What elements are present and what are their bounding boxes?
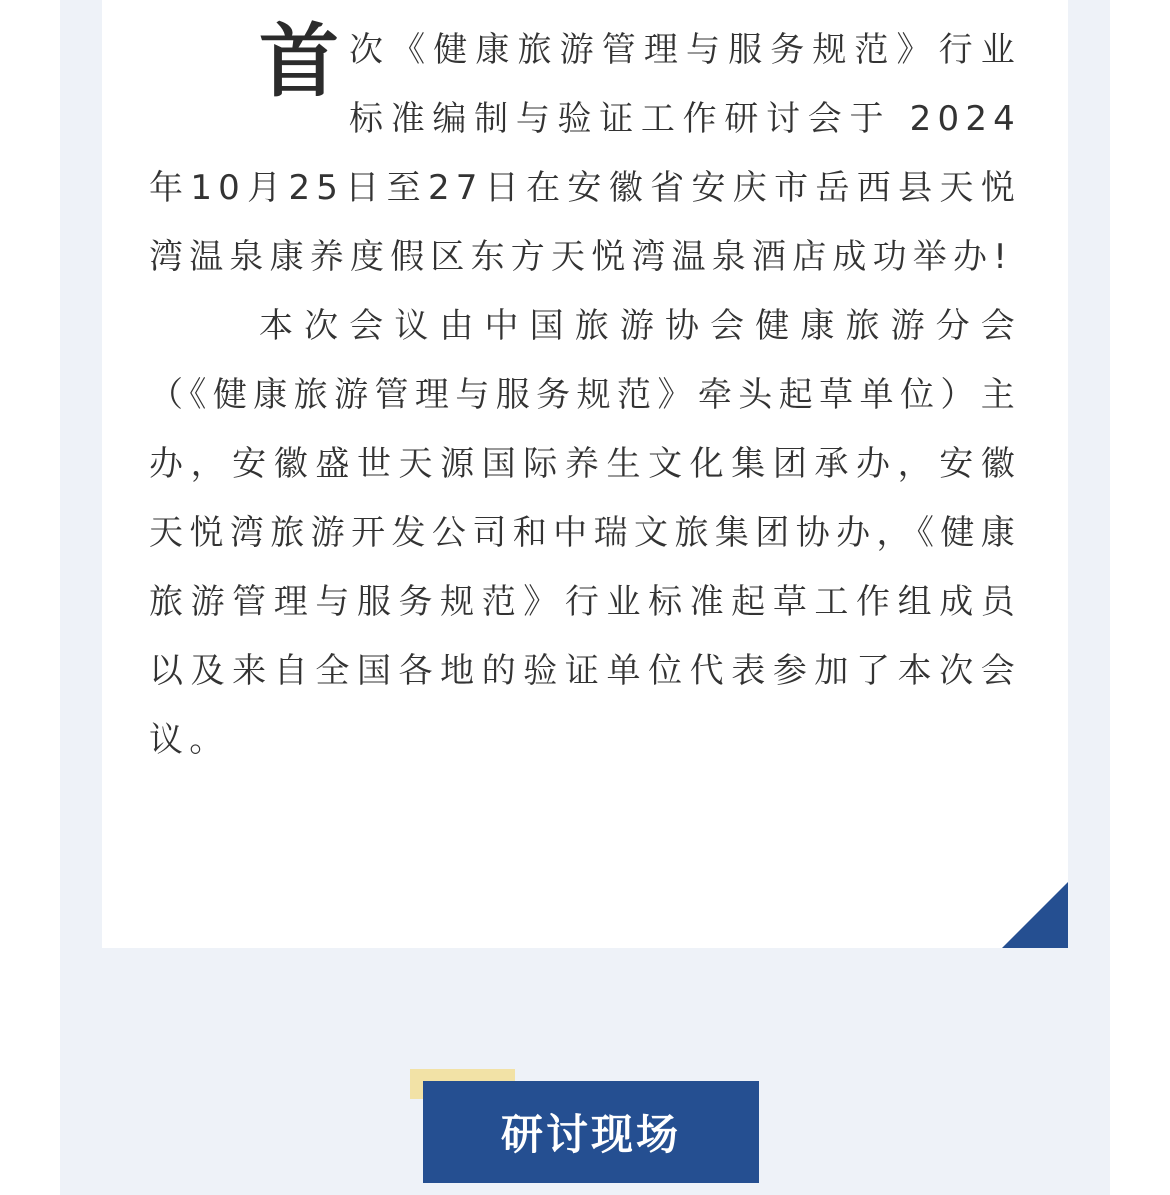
- drop-cap: 首: [259, 15, 339, 108]
- article-body: [149, 16, 1021, 775]
- paragraph-intro: [149, 16, 1021, 292]
- section-title-badge: [423, 1081, 759, 1183]
- paragraph-intro-text: 次《健康旅游管理与服务规范》行业标准编制与验证工作研讨会于 2024年10月25日至27日在安徽省安庆市岳西县天悦湾温泉康养度假区东方天悦湾温泉酒店成功举办!: [149, 30, 1021, 277]
- section-title-text: 研讨现场: [500, 1110, 681, 1159]
- paragraph-details: 本次会议由中国旅游协会健康旅游分会（《健康旅游管理与服务规范》牵头起草单位）主办，安徽盛世天源国际养生文化集团承办，安徽天悦湾旅游开发公司和中瑞文旅集团协办，《健康旅游管理与服务规范》行业标准起草工作组成员以及来自全国各地的验证单位代表参加了本次会议。: [149, 306, 1021, 760]
- article-card: [102, 0, 1068, 948]
- corner-triangle-decoration: [1002, 882, 1068, 948]
